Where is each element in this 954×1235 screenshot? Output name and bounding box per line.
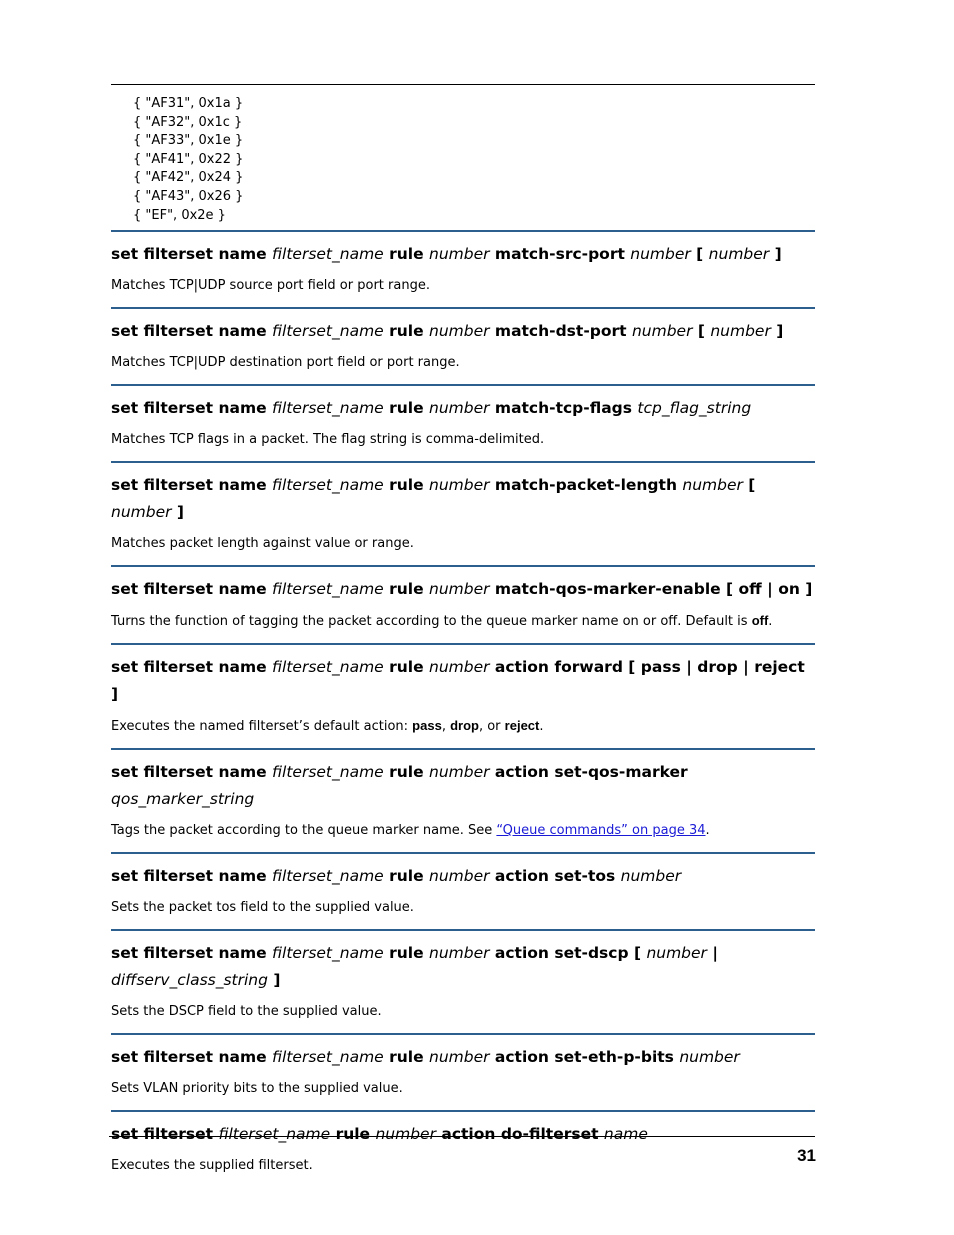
keyword: rule	[383, 658, 430, 676]
value-keyword: drop	[450, 718, 479, 733]
keyword: set filterset	[111, 1125, 219, 1143]
description-text: .	[539, 719, 544, 734]
keyword: action set-qos-marker	[489, 763, 688, 781]
keyword: set filterset name	[111, 658, 273, 676]
description-text: ,	[441, 719, 451, 734]
keyword: set filterset name	[111, 867, 273, 885]
command-description	[111, 431, 815, 449]
command-section	[111, 1033, 815, 1110]
description-text: Matches packet length against value or range.	[111, 536, 414, 551]
keyword: action set-eth-p-bits	[489, 1048, 680, 1066]
description-text: Sets the DSCP field to the supplied value.	[111, 1004, 382, 1019]
description-text: Matches TCP|UDP destination port field or port range.	[111, 355, 460, 370]
command-description	[111, 1003, 815, 1021]
description-text: , or	[478, 719, 505, 734]
keyword: action set-tos	[489, 867, 621, 885]
command-description	[111, 535, 815, 553]
command-section	[111, 565, 815, 643]
keyword: |	[706, 944, 718, 962]
code-line: { "AF42", 0x24 }	[133, 170, 244, 186]
keyword: action forward [ pass | drop | reject ]	[111, 658, 805, 703]
command-syntax	[111, 759, 815, 813]
keyword: rule	[330, 1125, 376, 1143]
keyword: set filterset name	[111, 580, 273, 598]
parameter: number	[429, 1048, 490, 1066]
value-keyword: pass	[412, 718, 442, 733]
top-rule	[111, 84, 815, 85]
keyword: ]	[770, 322, 784, 340]
keyword: ]	[171, 503, 184, 521]
command-description	[111, 1157, 815, 1175]
parameter: number	[429, 867, 490, 885]
parameter: number	[429, 763, 490, 781]
keyword: match-src-port	[489, 245, 631, 263]
parameter: number	[375, 1125, 436, 1143]
keyword: rule	[383, 867, 430, 885]
command-section	[111, 307, 815, 384]
description-text: Executes the supplied filterset.	[111, 1158, 313, 1173]
keyword: match-dst-port	[489, 322, 632, 340]
parameter: number	[631, 322, 693, 340]
parameter: number	[620, 867, 682, 885]
description-text: Matches TCP flags in a packet. The flag string is comma-delimited.	[111, 432, 545, 447]
description-text: Turns the function of tagging the packet according to the queue marker name on or off. Default is	[111, 614, 752, 629]
command-description	[111, 717, 815, 736]
parameter: number	[429, 658, 490, 676]
keyword: set filterset name	[111, 322, 273, 340]
parameter: number	[708, 245, 770, 263]
parameter: number	[429, 476, 490, 494]
keyword: match-qos-marker-enable [ off | on ]	[489, 580, 813, 598]
parameter: filterset_name	[272, 245, 384, 263]
parameter: number	[710, 322, 771, 340]
parameter: filterset_name	[272, 867, 384, 885]
command-section	[111, 748, 815, 852]
code-line: { "AF43", 0x26 }	[133, 188, 244, 204]
code-list	[133, 95, 243, 225]
keyword: rule	[383, 763, 430, 781]
keyword: [	[690, 245, 709, 263]
page-number: 31	[797, 1146, 816, 1165]
parameter: filterset_name	[272, 399, 384, 417]
command-syntax	[111, 863, 815, 890]
parameter: number	[111, 503, 172, 521]
keyword: match-tcp-flags	[489, 399, 638, 417]
parameter: number	[429, 944, 490, 962]
keyword: set filterset name	[111, 399, 273, 417]
parameter: filterset_name	[272, 944, 384, 962]
keyword: set filterset name	[111, 245, 273, 263]
keyword: rule	[383, 322, 430, 340]
keyword: rule	[383, 1048, 430, 1066]
command-syntax	[111, 318, 815, 345]
keyword: action do-filterset	[435, 1125, 604, 1143]
keyword: ]	[267, 971, 281, 989]
parameter: diffserv_class_string	[111, 971, 268, 989]
keyword: set filterset name	[111, 763, 273, 781]
code-line: { "AF33", 0x1e }	[133, 133, 244, 149]
command-syntax	[111, 241, 815, 268]
parameter: filterset_name	[272, 476, 384, 494]
command-syntax	[111, 1044, 815, 1071]
code-line: { "AF31", 0x1a }	[133, 96, 244, 111]
parameter: filterset_name	[272, 763, 384, 781]
keyword: rule	[383, 399, 430, 417]
code-line: { "AF41", 0x22 }	[133, 151, 244, 167]
keyword: rule	[383, 944, 430, 962]
command-syntax	[111, 654, 815, 708]
command-syntax	[111, 395, 815, 422]
description-text: .	[705, 823, 710, 838]
parameter: tcp_flag_string	[637, 399, 752, 417]
cross-reference-link[interactable]: “Queue commands” on page 34	[496, 823, 706, 838]
parameter: number	[679, 1048, 740, 1066]
keyword: rule	[383, 476, 430, 494]
command-description	[111, 277, 815, 295]
command-section	[111, 461, 815, 565]
keyword: set filterset name	[111, 944, 273, 962]
command-description	[111, 822, 815, 840]
command-syntax	[111, 940, 815, 994]
parameter: filterset_name	[272, 322, 384, 340]
keyword: set filterset name	[111, 1048, 273, 1066]
parameter: qos_marker_string	[111, 790, 255, 808]
command-description	[111, 1080, 815, 1098]
description-text: Sets the packet tos field to the supplied value.	[111, 900, 414, 915]
value-keyword: off	[751, 613, 769, 628]
command-section	[111, 929, 815, 1033]
command-syntax	[111, 576, 815, 603]
parameter: number	[429, 399, 490, 417]
parameter: name	[603, 1125, 648, 1143]
keyword: [	[742, 476, 756, 494]
parameter: number	[682, 476, 743, 494]
keyword: action set-dscp [	[489, 944, 647, 962]
keyword: ]	[769, 245, 782, 263]
command-description	[111, 354, 815, 372]
keyword: set filterset name	[111, 476, 273, 494]
command-description	[111, 612, 815, 631]
description-text: .	[768, 614, 773, 629]
description-text: Tags the packet according to the queue marker name. See	[111, 823, 497, 838]
parameter: number	[429, 245, 490, 263]
command-syntax	[111, 472, 815, 526]
keyword: rule	[383, 245, 430, 263]
command-section	[111, 384, 815, 461]
command-section	[111, 852, 815, 929]
command-section	[111, 1110, 815, 1187]
parameter: number	[646, 944, 707, 962]
code-line: { "EF", 0x2e }	[133, 207, 226, 223]
code-line: { "AF32", 0x1c }	[133, 114, 243, 130]
parameter: number	[429, 322, 490, 340]
bottom-rule	[109, 1136, 815, 1137]
keyword: rule	[383, 580, 430, 598]
parameter: number	[429, 580, 490, 598]
command-sections	[111, 230, 815, 1187]
description-text: Executes the named filterset’s default action:	[111, 719, 413, 734]
keyword: [	[692, 322, 711, 340]
command-section	[111, 230, 815, 307]
command-section	[111, 643, 815, 748]
description-text: Sets VLAN priority bits to the supplied value.	[111, 1081, 403, 1096]
command-syntax	[111, 1121, 815, 1148]
value-keyword: reject	[504, 718, 540, 733]
parameter: filterset_name	[272, 580, 384, 598]
command-description	[111, 899, 815, 917]
parameter: filterset_name	[272, 658, 384, 676]
parameter: filterset_name	[218, 1125, 331, 1143]
parameter: number	[630, 245, 691, 263]
parameter: filterset_name	[272, 1048, 384, 1066]
keyword: match-packet-length	[489, 476, 683, 494]
description-text: Matches TCP|UDP source port field or port range.	[111, 278, 430, 293]
